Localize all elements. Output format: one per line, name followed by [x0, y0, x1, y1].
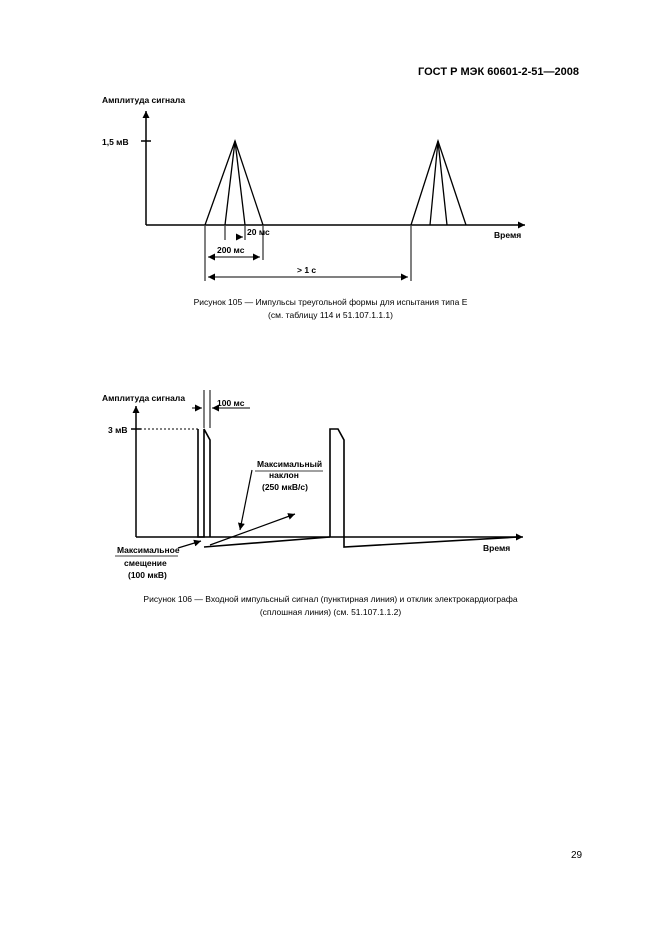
ecg-response-solid: [198, 429, 518, 547]
figure-106-caption-line2: (сплошная линия) (см. 51.107.1.1.2): [259, 607, 402, 617]
dimension-100ms-label: 100 мс: [217, 398, 245, 408]
input-pulse-dashed: [136, 429, 198, 537]
figure-105-caption-line2: (см. таблицу 114 и 51.107.1.1.1): [268, 310, 393, 320]
dimension-period: > 1 с: [297, 265, 317, 275]
triangular-pulse-2: [411, 141, 466, 225]
dimension-200ms: 200 мс: [217, 245, 245, 255]
slope-label-3: (250 мкВ/с): [262, 482, 308, 492]
offset-arrow: [178, 541, 201, 548]
document-header: ГОСТ Р МЭК 60601-2-51—2008: [418, 66, 579, 78]
offset-label-1: Максимальное: [117, 545, 180, 555]
y-tick-label: 3 мВ: [108, 425, 128, 435]
figure-105-caption-line1: Рисунок 105 — Импульсы треугольной формы для испытания типа E: [193, 297, 468, 307]
slope-label-2: наклон: [269, 470, 299, 480]
x-axis-label: Время: [483, 543, 511, 553]
figure-105-diagram: [0, 0, 661, 300]
figure-106-caption: [0, 593, 661, 619]
figure-105-caption: [0, 296, 661, 322]
dimension-100ms: [192, 390, 250, 428]
y-axis-label: Амплитуда сигнала: [102, 95, 186, 105]
y-tick-label: 1,5 мВ: [102, 137, 129, 147]
slope-leader: [240, 470, 252, 530]
slope-label-1: Максимальный: [257, 459, 323, 469]
offset-label-3: (100 мкВ): [128, 570, 167, 580]
figure-106-caption-line1: Рисунок 106 — Входной импульсный сигнал (пунктирная линия) и отклик электрокардиографа: [143, 594, 518, 604]
dimension-20ms: 20 мс: [247, 227, 270, 237]
y-axis-label: Амплитуда сигнала: [102, 393, 186, 403]
triangular-pulse-1: [205, 141, 263, 225]
offset-label-2: смещение: [124, 558, 167, 568]
x-axis-label: Время: [494, 230, 522, 240]
page-number: 29: [571, 850, 583, 861]
